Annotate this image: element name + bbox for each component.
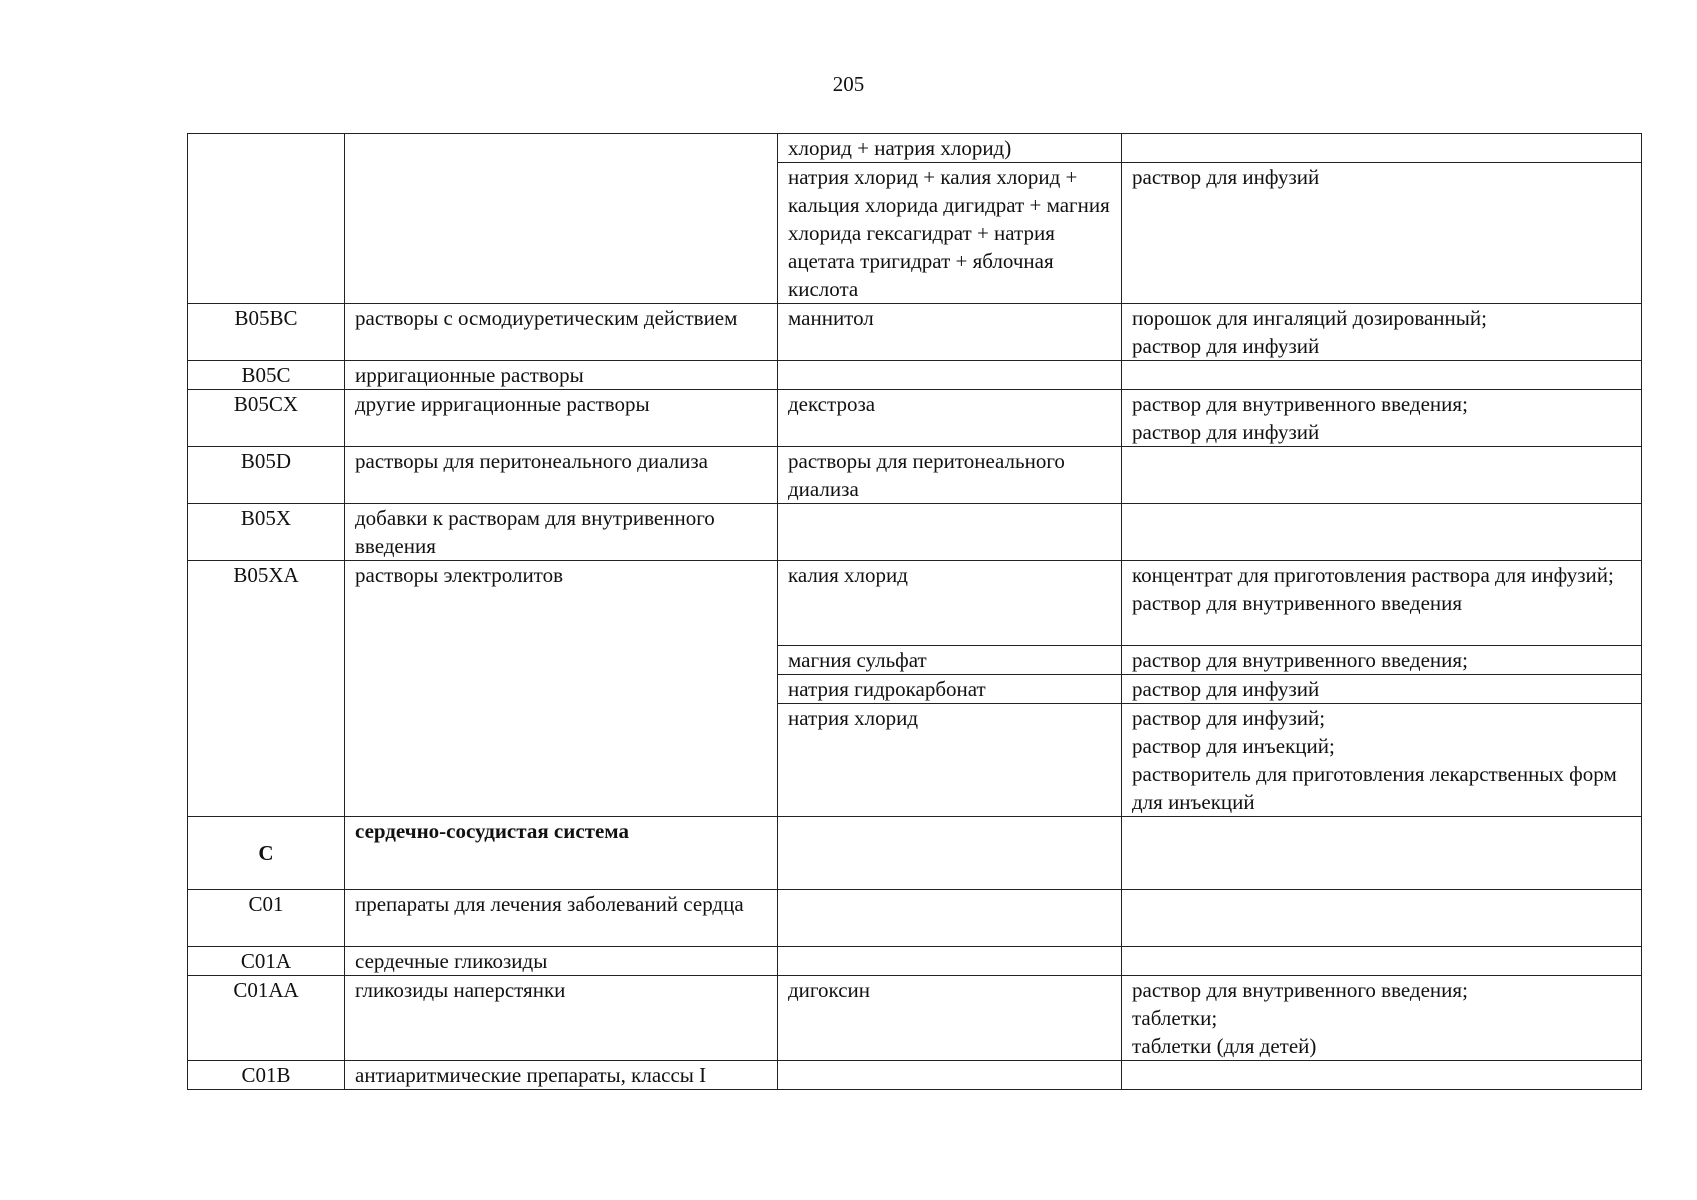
atc-code-cell: B05CX (188, 390, 345, 447)
group-name-cell: добавки к растворам для внутривенного введения (345, 504, 778, 561)
table-row (188, 1061, 1642, 1090)
drug-name-cell: натрия гидрокарбонат (778, 675, 1122, 704)
dosage-form-cell: раствор для внутривенного введения; (1122, 646, 1642, 675)
drug-classification-table (187, 133, 1642, 1090)
drug-name-cell (778, 817, 1122, 890)
group-name-cell (345, 134, 778, 304)
table-row (188, 361, 1642, 390)
dosage-form-cell: порошок для ингаляций дозированный; раствор для инфузий (1122, 304, 1642, 361)
table-row (188, 504, 1642, 561)
drug-name-cell (778, 890, 1122, 947)
dosage-form-cell: раствор для внутривенного введения; раствор для инфузий (1122, 390, 1642, 447)
atc-code-cell: B05XA (188, 561, 345, 817)
table-row (188, 447, 1642, 504)
atc-code-cell: C01A (188, 947, 345, 976)
drug-name-cell: натрия хлорид + калия хлорид + кальция хлорида дигидрат + магния хлорида гексагидрат + натрия ацетата тригидрат + яблочная кислота (778, 163, 1122, 304)
dosage-form-cell (1122, 134, 1642, 163)
table-row (188, 817, 1642, 890)
drug-name-cell (778, 361, 1122, 390)
dosage-form-cell: раствор для внутривенного введения; таблетки; таблетки (для детей) (1122, 976, 1642, 1061)
table-row (188, 976, 1642, 1061)
dosage-form-cell: концентрат для приготовления раствора для инфузий; раствор для внутривенного введения (1122, 561, 1642, 646)
dosage-form-cell (1122, 447, 1642, 504)
drug-name-cell: декстроза (778, 390, 1122, 447)
table-row (188, 561, 1642, 646)
atc-code-cell: C (188, 817, 345, 890)
drug-name-cell: натрия хлорид (778, 704, 1122, 817)
dosage-form-cell (1122, 890, 1642, 947)
dosage-form-cell: раствор для инфузий (1122, 163, 1642, 304)
atc-code-cell: B05C (188, 361, 345, 390)
group-name-cell: растворы для перитонеального диализа (345, 447, 778, 504)
dosage-form-cell: раствор для инфузий; раствор для инъекций; растворитель для приготовления лекарственных форм для инъекций (1122, 704, 1642, 817)
group-name-cell: ирригационные растворы (345, 361, 778, 390)
drug-name-cell: растворы для перитонеального диализа (778, 447, 1122, 504)
drug-name-cell: калия хлорид (778, 561, 1122, 646)
atc-code-cell (188, 134, 345, 304)
group-name-cell: сердечно-сосудистая система (345, 817, 778, 890)
table-row (188, 390, 1642, 447)
table-row (188, 134, 1642, 163)
group-name-cell: гликозиды наперстянки (345, 976, 778, 1061)
group-name-cell: сердечные гликозиды (345, 947, 778, 976)
group-name-cell: антиаритмические препараты, классы I (345, 1061, 778, 1090)
drug-name-cell (778, 1061, 1122, 1090)
atc-code-cell: B05X (188, 504, 345, 561)
atc-code-cell: C01AA (188, 976, 345, 1061)
dosage-form-cell: раствор для инфузий (1122, 675, 1642, 704)
atc-code-cell: B05BC (188, 304, 345, 361)
table-row (188, 947, 1642, 976)
dosage-form-cell (1122, 1061, 1642, 1090)
drug-name-cell: хлорид + натрия хлорид) (778, 134, 1122, 163)
dosage-form-cell (1122, 817, 1642, 890)
atc-code-cell: C01 (188, 890, 345, 947)
group-name-cell: препараты для лечения заболеваний сердца (345, 890, 778, 947)
atc-code-cell: B05D (188, 447, 345, 504)
dosage-form-cell (1122, 361, 1642, 390)
atc-code-cell: C01B (188, 1061, 345, 1090)
table-row (188, 304, 1642, 361)
page-number: 205 (832, 72, 865, 96)
drug-name-cell (778, 504, 1122, 561)
dosage-form-cell (1122, 947, 1642, 976)
group-name-cell: другие ирригационные растворы (345, 390, 778, 447)
drug-name-cell: маннитол (778, 304, 1122, 361)
drug-name-cell: магния сульфат (778, 646, 1122, 675)
dosage-form-cell (1122, 504, 1642, 561)
group-name-cell: растворы с осмодиуретическим действием (345, 304, 778, 361)
drug-name-cell: дигоксин (778, 976, 1122, 1061)
group-name-cell: растворы электролитов (345, 561, 778, 817)
table-row (188, 890, 1642, 947)
drug-name-cell (778, 947, 1122, 976)
